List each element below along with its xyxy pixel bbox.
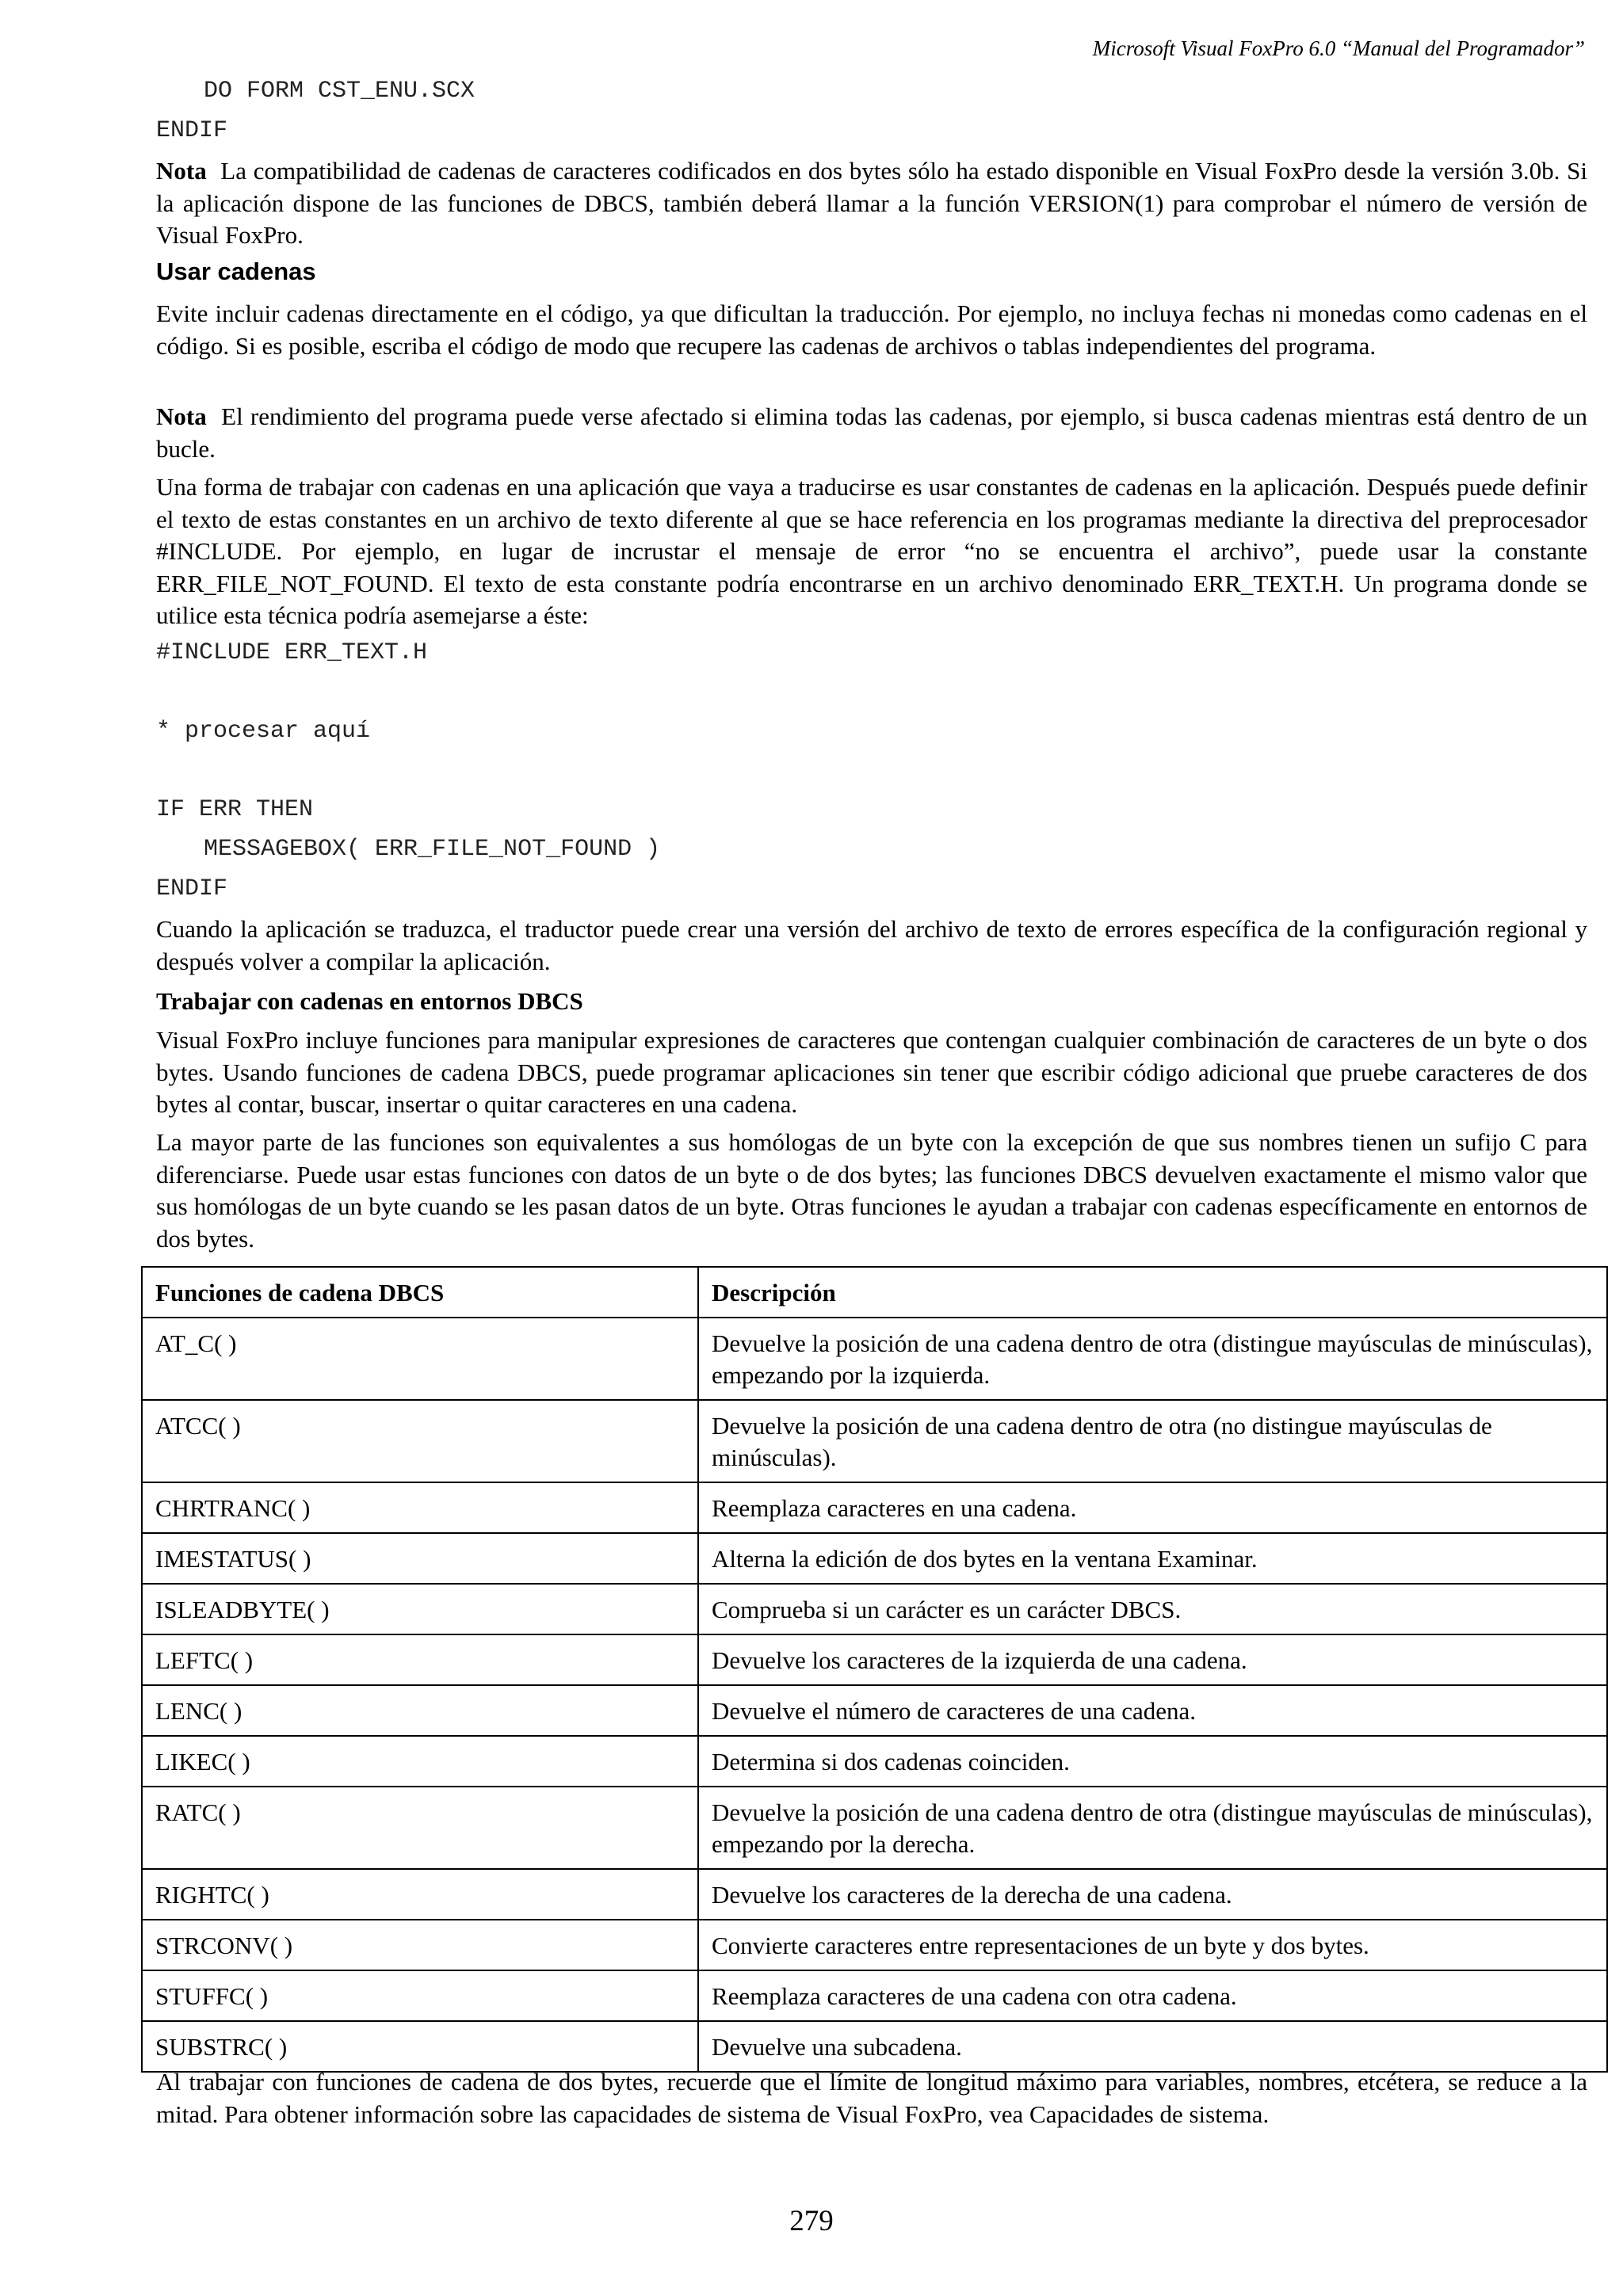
section-heading: Usar cadenas xyxy=(156,257,316,285)
table-row xyxy=(142,1533,1607,1584)
paragraph: Cuando la aplicación se traduzca, el traductor puede crear una versión del archivo de texto de errores específica de la configuración regional y después volver a compilar la aplicación. xyxy=(156,915,1587,975)
function-description: Determina si dos cadenas coinciden. xyxy=(698,1736,1607,1787)
code-line: IF ERR THEN xyxy=(156,796,314,823)
running-header: Microsoft Visual FoxPro 6.0 “Manual del Programador” xyxy=(1092,36,1585,60)
function-description: Reemplaza caracteres de una cadena con otra cadena. xyxy=(698,1970,1607,2021)
function-name: LENC( ) xyxy=(142,1685,698,1736)
function-description: Devuelve los caracteres de la izquierda de una cadena. xyxy=(698,1634,1607,1685)
table-row xyxy=(142,1584,1607,1634)
table-row xyxy=(142,1920,1607,1970)
function-name: SUBSTRC( ) xyxy=(142,2021,698,2072)
code-line: DO FORM CST_ENU.SCX xyxy=(204,78,475,105)
function-description: Devuelve una subcadena. xyxy=(698,2021,1607,2072)
function-description: Convierte caracteres entre representaciones de un byte y dos bytes. xyxy=(698,1920,1607,1970)
dbcs-functions-table xyxy=(141,1266,1608,2073)
note-label: Nota xyxy=(156,157,207,185)
table-row xyxy=(142,1736,1607,1787)
table-row xyxy=(142,1970,1607,2021)
function-description: Devuelve la posición de una cadena dentro de otra (distingue mayúsculas de minúsculas), empezando por la izquierda. xyxy=(698,1318,1607,1400)
code-line: ENDIF xyxy=(156,875,228,902)
note-paragraph xyxy=(156,155,1587,252)
function-description: Devuelve los caracteres de la derecha de una cadena. xyxy=(698,1869,1607,1920)
paragraph: Evite incluir cadenas directamente en el código, ya que dificultan la traducción. Por ejemplo, no incluya fechas ni monedas como cadenas en el código. Si es posible, escriba el código de modo que recupere las cadenas de archivos o tablas independientes del programa. xyxy=(156,299,1587,360)
code-line: * procesar aquí xyxy=(156,718,371,745)
function-description: Comprueba si un carácter es un carácter DBCS. xyxy=(698,1584,1607,1634)
table-row xyxy=(142,1634,1607,1685)
code-line: #INCLUDE ERR_TEXT.H xyxy=(156,639,428,666)
function-description: Devuelve la posición de una cadena dentro de otra (distingue mayúsculas de minúsculas), empezando por la derecha. xyxy=(698,1787,1607,1869)
paragraph: Visual FoxPro incluye funciones para manipular expresiones de caracteres que contengan cualquier combinación de caracteres de un byte o dos bytes. Usando funciones de cadena DBCS, puede programar aplicaciones sin tener que escribir código adicional que pruebe caracteres de dos bytes al contar, buscar, insertar o quitar caracteres en una cadena. xyxy=(156,1026,1587,1118)
table-row xyxy=(142,1318,1607,1400)
section-heading: Trabajar con cadenas en entornos DBCS xyxy=(156,987,583,1015)
table-header-row xyxy=(142,1267,1607,1318)
column-header: Funciones de cadena DBCS xyxy=(142,1267,698,1318)
function-name: AT_C( ) xyxy=(142,1318,698,1400)
function-name: LEFTC( ) xyxy=(142,1634,698,1685)
function-description: Devuelve la posición de una cadena dentro de otra (no distingue mayúsculas de minúsculas). xyxy=(698,1400,1607,1482)
function-name: RATC( ) xyxy=(142,1787,698,1869)
paragraph: Una forma de trabajar con cadenas en una aplicación que vaya a traducirse es usar constantes de cadenas en la aplicación. Después puede definir el texto de estas constantes en un archivo de texto diferente al que se hace referencia en los programas mediante la directiva del preprocesador #INCLUDE. Por ejemplo, en lugar de incrustar el mensaje de error “no se encuentra el archivo”, puede usar la constante ERR_FILE_NOT_FOUND. El texto de esta constante podría encontrarse en un archivo denominado ERR_TEXT.H. Un programa donde se utilice esta técnica podría asemejarse a éste: xyxy=(156,473,1587,629)
table-row xyxy=(142,2021,1607,2072)
table-row xyxy=(142,1400,1607,1482)
note-text: La compatibilidad de cadenas de caracteres codificados en dos bytes sólo ha estado disponible en Visual FoxPro desde la versión 3.0b. Si la aplicación dispone de las funciones de DBCS, también deberá llamar a la función VERSION(1) para comprobar el número de versión de Visual FoxPro. xyxy=(156,157,1587,249)
page-number: 279 xyxy=(789,2205,834,2237)
function-name: CHRTRANC( ) xyxy=(142,1482,698,1533)
code-line: ENDIF xyxy=(156,117,228,144)
function-name: LIKEC( ) xyxy=(142,1736,698,1787)
paragraph: La mayor parte de las funciones son equivalentes a sus homólogas de un byte con la excepción de que sus nombres tienen un sufijo C para diferenciarse. Puede usar estas funciones con datos de un byte o de dos bytes; las funciones DBCS devuelven exactamente el mismo valor que sus homólogas de un byte cuando se les pasan datos de un byte. Otras funciones le ayudan a trabajar con cadenas específicamente en entornos de dos bytes. xyxy=(156,1128,1587,1253)
function-name: STUFFC( ) xyxy=(142,1970,698,2021)
function-description: Alterna la edición de dos bytes en la ventana Examinar. xyxy=(698,1533,1607,1584)
table-row xyxy=(142,1787,1607,1869)
function-name: ISLEADBYTE( ) xyxy=(142,1584,698,1634)
table-row xyxy=(142,1869,1607,1920)
function-name: IMESTATUS( ) xyxy=(142,1533,698,1584)
note-text: El rendimiento del programa puede verse afectado si elimina todas las cadenas, por ejemplo, si busca cadenas mientras está dentro de un bucle. xyxy=(156,402,1587,463)
column-header: Descripción xyxy=(698,1267,1607,1318)
function-description: Reemplaza caracteres en una cadena. xyxy=(698,1482,1607,1533)
code-line: MESSAGEBOX( ERR_FILE_NOT_FOUND ) xyxy=(204,836,661,863)
table-row xyxy=(142,1482,1607,1533)
note-label: Nota xyxy=(156,402,207,430)
function-description: Devuelve el número de caracteres de una cadena. xyxy=(698,1685,1607,1736)
note-paragraph xyxy=(156,401,1587,465)
function-name: ATCC( ) xyxy=(142,1400,698,1482)
function-name: STRCONV( ) xyxy=(142,1920,698,1970)
paragraph: Al trabajar con funciones de cadena de dos bytes, recuerde que el límite de longitud máximo para variables, nombres, etcétera, se reduce a la mitad. Para obtener información sobre las capacidades de sistema de Visual FoxPro, vea Capacidades de sistema. xyxy=(156,2068,1587,2128)
function-name: RIGHTC( ) xyxy=(142,1869,698,1920)
table-row xyxy=(142,1685,1607,1736)
